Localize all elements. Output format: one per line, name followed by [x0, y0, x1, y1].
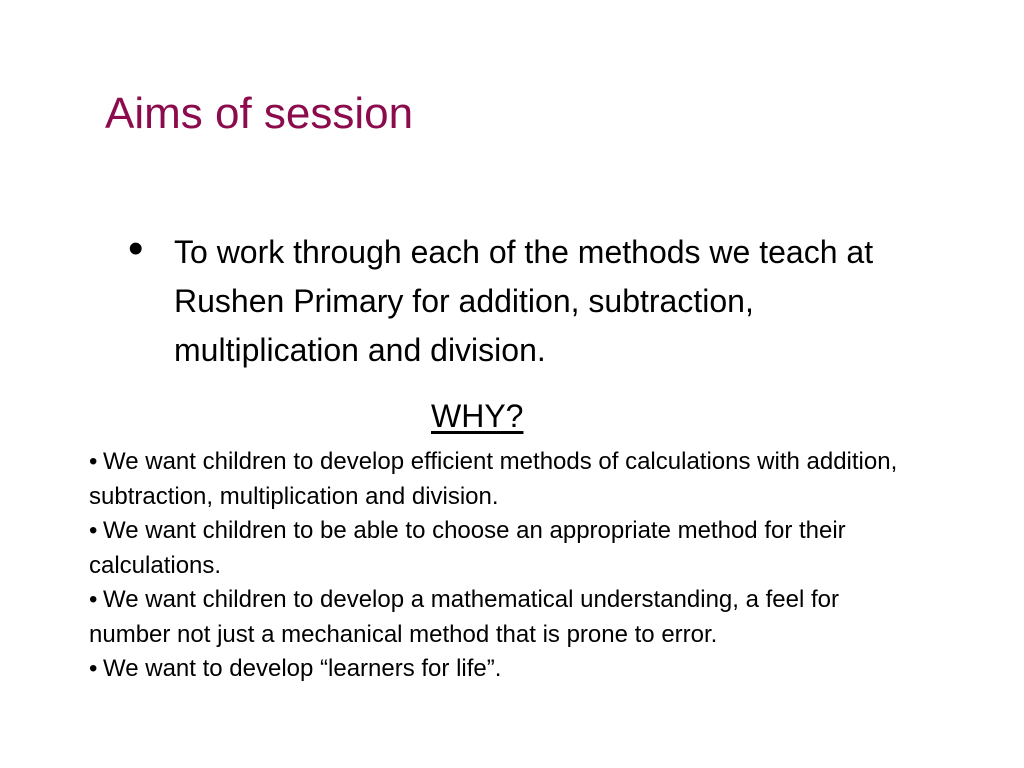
- why-item-text: We want children to develop efficient methods of calculations with addition, subtraction, multiplication and division.: [89, 448, 898, 510]
- main-bullet-point: [128, 224, 888, 375]
- main-bullet-icon: •: [128, 224, 144, 273]
- why-item-text: We want children to be able to choose an appropriate method for their calculations.: [89, 517, 846, 579]
- bullet-icon: •: [89, 586, 98, 613]
- why-list: [89, 445, 909, 687]
- why-item-text: We want children to develop a mathematical understanding, a feel for number not just a mechanical method that is prone to error.: [89, 586, 839, 648]
- slide-title: Aims of session: [105, 89, 414, 138]
- why-item: [89, 652, 909, 687]
- why-item: [89, 583, 909, 652]
- why-heading: WHY?: [431, 398, 524, 434]
- main-point-text: To work through each of the methods we teach at Rushen Primary for addition, subtraction, multiplication and division.: [174, 234, 874, 368]
- why-item: [89, 445, 909, 514]
- bullet-icon: •: [89, 448, 98, 475]
- why-item: [89, 514, 909, 583]
- bullet-icon: •: [89, 517, 98, 544]
- why-item-text: We want to develop “learners for life”.: [103, 655, 502, 682]
- bullet-icon: •: [89, 655, 98, 682]
